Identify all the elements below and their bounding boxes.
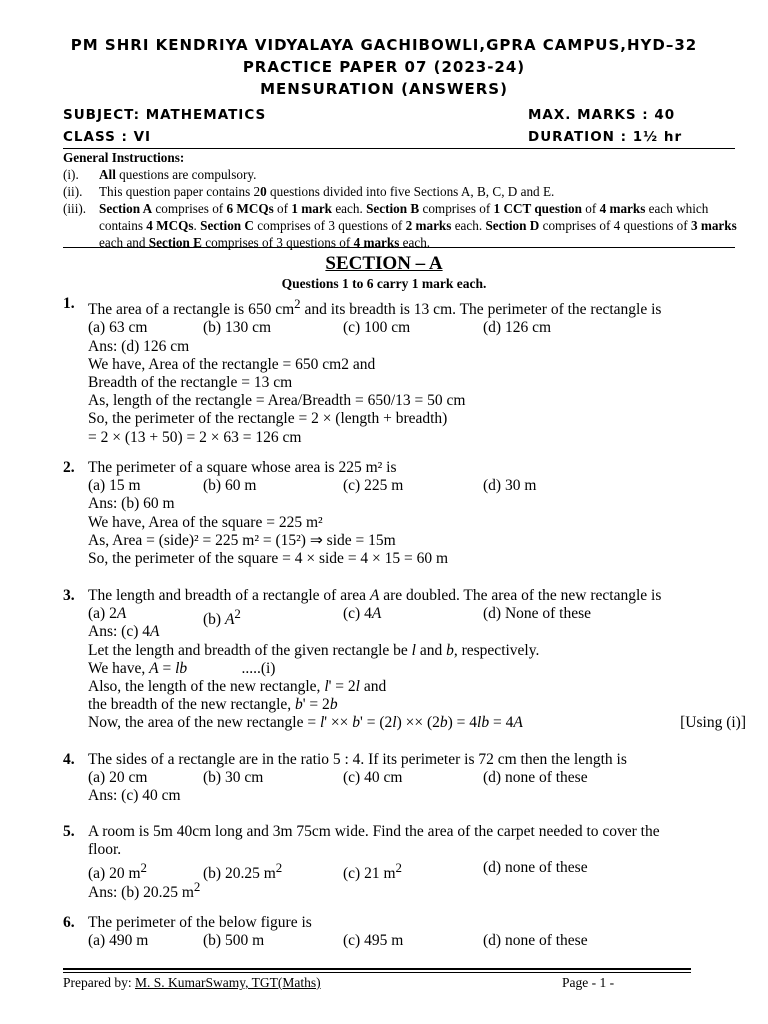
instruction-number: (iii). xyxy=(63,201,87,216)
question-number: 3. xyxy=(63,587,75,604)
solution-line: Also, the length of the new rectangle, l' = 2l and xyxy=(88,678,387,695)
option-a: (a) 20 cm xyxy=(88,769,148,787)
solution-line: We have, Area of the square = 225 m² xyxy=(88,513,323,531)
solution-line: Breadth of the rectangle = 13 cm xyxy=(88,373,293,391)
paper-title: PRACTICE PAPER 07 (2023-24) xyxy=(242,58,526,76)
instruction-text: Section A comprises of 6 MCQs of 1 mark each. Section B comprises of 1 CCT question of 4 marks each which contains 4 MCQs. Section C comprises of 3 questions of 2 marks each. Section D comprises of 4 questions of 3 marks each and Section E comprises of 3 questions of 4 marks each. xyxy=(99,201,737,250)
prepared-by xyxy=(63,975,321,991)
instruction-item xyxy=(63,200,738,251)
answer-options xyxy=(88,605,743,629)
question-text: The area of a rectangle is 650 $cm^2$ and its breadth is 13 cm. The perimeter of the rectangle is xyxy=(88,296,662,319)
question-text: floor. xyxy=(88,841,122,859)
question-number: 4. xyxy=(63,751,75,768)
section-subtitle: Questions 1 to 6 carry 1 mark each. xyxy=(281,276,487,291)
answer-options xyxy=(88,319,743,337)
option-c: (c) 4A xyxy=(343,605,382,623)
option-c: (c) 495 m xyxy=(343,932,404,950)
solution-line: the breadth of the new rectangle, b' = 2b xyxy=(88,696,338,714)
class-label: CLASS : VI xyxy=(63,129,152,145)
instruction-item xyxy=(63,183,738,200)
option-d: (d) none of these xyxy=(483,769,588,787)
author-name: M. S. KumarSwamy, TGT(Maths) xyxy=(134,975,321,990)
option-c: (c) 100 cm xyxy=(343,319,411,337)
question-6 xyxy=(63,914,743,950)
option-d: (d) none of these xyxy=(483,859,588,877)
question-number: 6. xyxy=(63,914,75,931)
max-marks: MAX. MARKS : 40 xyxy=(528,107,676,123)
answer-line: Ans: (c) 4A xyxy=(88,623,160,641)
solution-line: So, the perimeter of the square = 4 × side = 4 × 15 = 60 m xyxy=(88,550,449,567)
section-title: SECTION – A xyxy=(325,253,443,274)
solution-line: As, length of the rectangle = Area/Breadth = 650/13 = 50 cm xyxy=(88,392,466,410)
option-c: (c) 21 $m^2$ xyxy=(343,860,402,883)
solution-line: = 2 × (13 + 50) = 2 × 63 = 126 cm xyxy=(88,428,302,446)
solution-line: Now, the area of the new rectangle = l' ×× b' = (2l) ×× (2b) = 4lb = 4A [Using (i)] xyxy=(88,714,746,732)
question-text: The perimeter of a square whose area is 225 m² is xyxy=(88,459,397,476)
instruction-text: This question paper contains 20 questions divided into five Sections A, B, C, D and E. xyxy=(99,184,555,199)
question-text: The perimeter of the below figure is xyxy=(88,914,312,931)
answer-line: Ans: (c) 40 cm xyxy=(88,787,181,805)
option-d: (d) None of these xyxy=(483,605,592,623)
answer-options xyxy=(88,859,743,883)
question-body xyxy=(88,914,743,950)
solution-line: So, the perimeter of the rectangle = 2 × (length + breadth) xyxy=(88,410,448,428)
answer-options xyxy=(88,477,743,495)
answer-line: Ans: (b) 20.25 $m^2$ xyxy=(88,878,201,901)
option-c: (c) 225 m xyxy=(343,477,404,495)
option-d: (d) none of these xyxy=(483,932,588,950)
instruction-number: (i). xyxy=(63,167,79,182)
option-b: (b) 20.25 $m^2$ xyxy=(203,860,283,883)
option-b: (b) 500 m xyxy=(203,932,265,950)
option-a: (a) 490 m xyxy=(88,932,149,950)
solution-line: We have, A = lb .....(i) xyxy=(88,659,276,677)
option-d: (d) 126 cm xyxy=(483,319,552,337)
instruction-item xyxy=(63,166,738,183)
option-a: (a) 20 $m^2$ xyxy=(88,860,147,883)
question-body xyxy=(88,295,743,447)
subject-label: SUBJECT: MATHEMATICS xyxy=(63,107,267,123)
instruction-number: (ii). xyxy=(63,184,83,199)
option-a: (a) 15 m xyxy=(88,477,141,495)
option-a: (a) 2A xyxy=(88,605,127,623)
school-name: PM SHRI KENDRIYA VIDYALAYA GACHIBOWLI,GPRA CAMPUS,HYD–32 xyxy=(70,36,698,54)
option-c: (c) 40 cm xyxy=(343,769,403,787)
question-number: 5. xyxy=(63,823,75,840)
question-number: 2. xyxy=(63,459,75,476)
solution-reference: [Using (i)] xyxy=(680,714,746,732)
question-1 xyxy=(63,295,743,447)
instructions-list xyxy=(63,166,738,251)
solution-line: Let the length and breadth of the given rectangle be l and b, respectively. xyxy=(88,641,540,659)
option-b: (b) $A^2$ xyxy=(203,606,241,629)
question-body xyxy=(88,823,743,902)
general-instructions xyxy=(63,149,738,251)
page-number: Page - 1 - xyxy=(562,975,615,990)
answer-options xyxy=(88,769,743,787)
option-d: (d) 30 m xyxy=(483,477,537,495)
question-3 xyxy=(63,587,746,733)
prepared-label: Prepared by: xyxy=(63,975,135,990)
question-text: The sides of a rectangle are in the ratio 5 : 4. If its perimeter is 72 cm then the length is xyxy=(88,751,627,768)
question-body xyxy=(88,751,743,806)
footer-rule xyxy=(63,968,691,970)
answer-line: Ans: (b) 60 m xyxy=(88,495,175,513)
question-body xyxy=(88,587,746,733)
question-4 xyxy=(63,751,743,806)
duration-label: DURATION : 1½ hr xyxy=(528,129,683,145)
question-5 xyxy=(63,823,743,902)
instructions-title: General Instructions: xyxy=(63,150,185,165)
option-a: (a) 63 cm xyxy=(88,319,148,337)
answer-line: Ans: (d) 126 cm xyxy=(88,337,190,355)
option-b: (b) 30 cm xyxy=(203,769,264,787)
option-b: (b) 60 m xyxy=(203,477,257,495)
question-text: The length and breadth of a rectangle of area A are doubled. The area of the new rectangle is xyxy=(88,587,662,604)
footer-rule-thin xyxy=(63,972,691,973)
solution-line: As, Area = (side)² = 225 m² = (15²) ⇒ side = 15m xyxy=(88,531,396,549)
solution-line: We have, Area of the rectangle = 650 cm2 and xyxy=(88,355,376,373)
instructions-rule xyxy=(63,247,735,248)
question-text: A room is 5m 40cm long and 3m 75cm wide. Find the area of the carpet needed to cover the xyxy=(88,823,660,840)
topic-title: MENSURATION (ANSWERS) xyxy=(260,80,508,98)
question-number: 1. xyxy=(63,295,75,312)
question-2 xyxy=(63,459,743,568)
instruction-text: All questions are compulsory. xyxy=(99,167,257,182)
option-b: (b) 130 cm xyxy=(203,319,272,337)
question-body xyxy=(88,459,743,568)
answer-options xyxy=(88,932,743,950)
